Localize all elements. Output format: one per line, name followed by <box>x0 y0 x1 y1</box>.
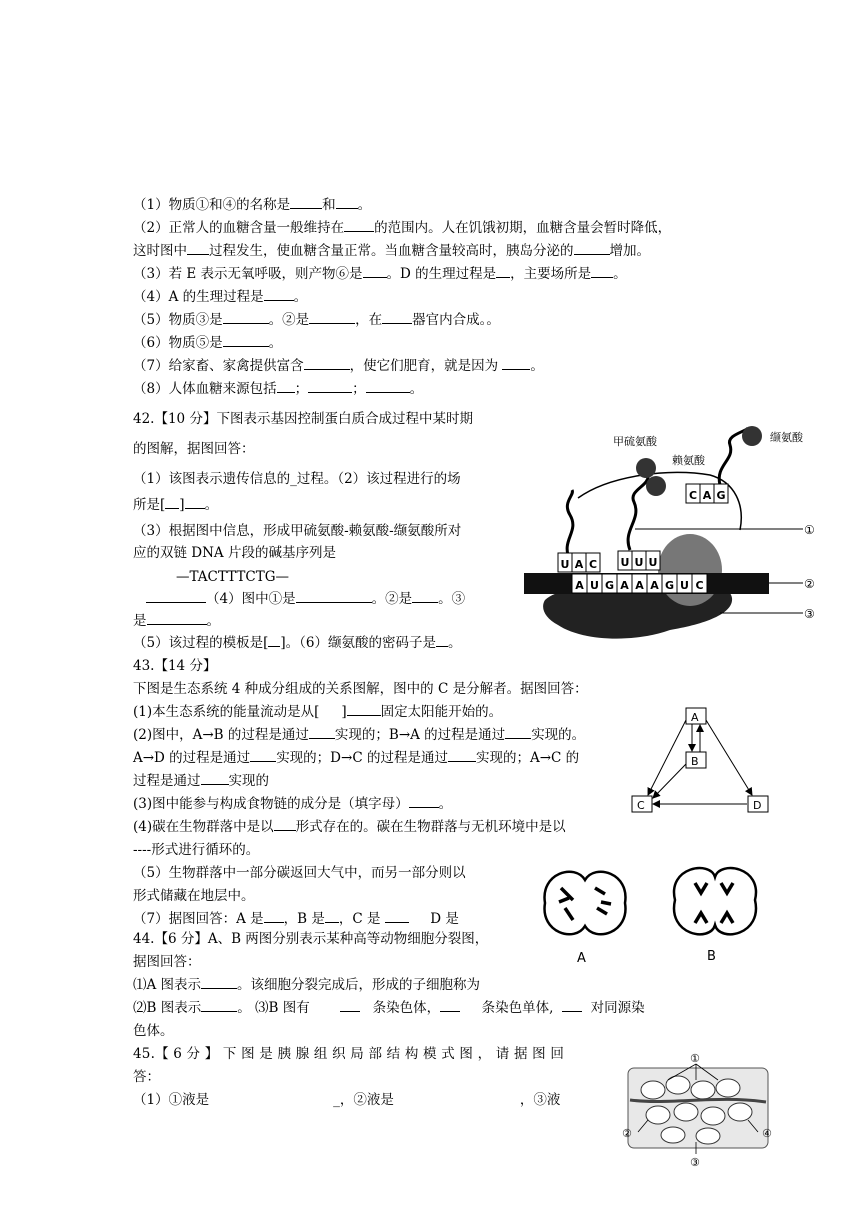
base-letter: G <box>716 489 726 502</box>
q41-line6: （5）物质③是 。②是 ，在 器官内合成。。 <box>133 312 500 328</box>
q44-title: 44.【6 分】A、B 两图分别表示某种高等动物细胞分裂图， <box>133 931 489 947</box>
base-letter: A <box>575 579 584 592</box>
ribosome-top <box>658 534 722 606</box>
q42-line4: 所是[ ] 。 <box>133 497 219 513</box>
anticodon-3 <box>686 484 728 503</box>
base-letter: A <box>702 489 712 502</box>
label-d: D <box>753 799 762 812</box>
q41-line3: 这时图中 过程发生，使血糖含量正常。当血糖含量较高时，胰岛分泌的 增加。 <box>133 243 650 259</box>
blank[interactable] <box>264 910 284 923</box>
base-letter: C <box>688 489 698 502</box>
base-letter: A <box>650 579 659 592</box>
q42-line3: （1）该图表示遗传信息的_过程。（2）该过程进行的场 <box>133 471 461 487</box>
q42-line5: （3）根据图中信息，形成甲硫氨酸-赖氨酸-缬氨酸所对 <box>133 523 462 539</box>
blank[interactable] <box>412 590 438 603</box>
blank[interactable] <box>340 999 360 1012</box>
blank[interactable] <box>201 772 229 785</box>
blank[interactable] <box>502 357 530 370</box>
blank[interactable] <box>591 265 613 278</box>
blank[interactable] <box>409 795 439 808</box>
q42-line8: （4）图中①是 。②是 。③ <box>146 590 465 608</box>
blank[interactable] <box>436 634 448 647</box>
q42-line10: （5）该过程的模板是[ ]。（6）缬氨酸的密码子是 。 <box>133 635 462 651</box>
anticodon-1 <box>558 553 600 572</box>
blank[interactable] <box>147 612 207 625</box>
figure-label-a: A <box>577 951 586 966</box>
q41-line7: （6）物质⑤是 。 <box>133 335 283 351</box>
marker-4: ④ <box>762 1127 772 1140</box>
label-c: C <box>637 799 645 812</box>
amino-acid-lys <box>646 476 666 496</box>
trna-2 <box>628 475 648 550</box>
mrna-codon-row <box>572 574 707 593</box>
q41-line9: （8）人体血糖来源包括 ； ； 。 <box>133 381 424 397</box>
blank[interactable] <box>347 703 381 716</box>
cell-figure-b <box>665 855 765 967</box>
q41-line4: （3）若 E 表示无氧呼吸，则产物⑥是 。D 的生理过程是 ，主要场所是 。 <box>133 266 627 282</box>
blank[interactable] <box>223 334 269 347</box>
blank[interactable] <box>296 590 372 603</box>
blank[interactable] <box>382 311 412 324</box>
q45-line3: （1）①液是 _，②液是 ，③液 <box>133 1092 561 1108</box>
blank[interactable] <box>264 288 294 301</box>
q43-line1: 下图是生态系统 4 种成分组成的关系图解，图中的 C 是分解者。据图回答： <box>133 681 588 697</box>
base-letter: A <box>574 558 584 571</box>
q41-line8: （7）给家畜、家禽提供富含 ，使它们肥育，就是因为 。 <box>133 358 544 374</box>
blank[interactable] <box>201 999 237 1012</box>
q41-line2: （2）正常人的血糖含量一般维持在 的范围内。人在饥饿初期，血糖含量会暂时降低， <box>133 220 672 236</box>
label-a: A <box>691 711 699 724</box>
base-letter: G <box>664 579 675 592</box>
chromosomes-b <box>695 883 733 923</box>
base-letter: U <box>560 558 570 571</box>
q43-line3: (2)图中，A→B 的过程是通过 实现的；B→A 的过程是通过 实现的。 <box>133 727 586 743</box>
blank[interactable] <box>274 818 296 831</box>
figure-label-b: B <box>707 949 716 964</box>
cell-membrane <box>545 872 626 935</box>
q45-line2: 答： <box>133 1069 160 1085</box>
blank[interactable] <box>319 704 341 716</box>
blank[interactable] <box>187 242 209 255</box>
cell-membrane <box>674 868 756 934</box>
blank[interactable] <box>325 910 339 923</box>
q44-line2: 据图回答： <box>133 954 201 970</box>
base-letter: C <box>695 579 704 592</box>
base-letter: C <box>588 558 598 571</box>
blank[interactable] <box>304 357 350 370</box>
base-letter: U <box>648 556 658 569</box>
base-letter: U <box>590 579 599 592</box>
blank[interactable] <box>223 311 269 324</box>
q43-line4: A→D 的过程是通过 实现的；D→C 的过程是通过 实现的；A→C 的 <box>133 750 580 766</box>
blank[interactable] <box>366 380 410 393</box>
arrow-b-c <box>653 764 686 798</box>
blank[interactable] <box>562 999 582 1012</box>
q42-title: 42.【10 分】下图表示基因控制蛋白质合成过程中某时期 <box>133 411 473 427</box>
q43-line8: ----形式进行循环的。 <box>133 842 260 858</box>
blank[interactable] <box>309 726 335 739</box>
q43-line10: 形式储藏在地层中。 <box>133 888 255 904</box>
blank[interactable] <box>185 496 205 509</box>
blank[interactable] <box>336 196 358 209</box>
anticodon-2 <box>618 551 660 570</box>
blank[interactable] <box>344 219 374 232</box>
blank[interactable] <box>574 242 610 255</box>
base-letter: U <box>620 556 630 569</box>
blank[interactable] <box>308 380 352 393</box>
blank[interactable] <box>448 749 476 762</box>
base-letter: U <box>634 556 644 569</box>
marker-3: ③ <box>690 1156 700 1169</box>
q43-line11: （7）据图回答：A 是 ，B 是 ，C 是 D 是 <box>133 911 459 927</box>
q43-line7: (4)碳在生物群落中是以 形式存在的。碳在生物群落与无机环境中是以 <box>133 819 566 835</box>
pancreas-tissue-diagram <box>618 1050 778 1170</box>
q43-title: 43.【14 分】 <box>133 658 217 674</box>
q43-line6: (3)图中能参与构成食物链的成分是（填字母） 。 <box>133 796 453 812</box>
blank[interactable] <box>268 634 280 647</box>
label-val: 缬氨酸 <box>770 431 803 444</box>
arrow-a-d <box>706 720 752 795</box>
base-letter: A <box>635 579 644 592</box>
blank[interactable] <box>290 196 322 209</box>
blank[interactable] <box>505 726 531 739</box>
q42-line2: 的图解，据图回答： <box>133 441 255 457</box>
blank[interactable] <box>363 265 387 278</box>
dna-sequence: —TACTTTCTG— <box>176 569 289 585</box>
blank[interactable] <box>440 999 460 1012</box>
q44-line5: 色体。 <box>133 1023 174 1039</box>
base-letter: A <box>620 579 629 592</box>
blank[interactable] <box>277 380 295 393</box>
blank[interactable] <box>146 590 206 603</box>
q42-line6: 应的双链 DNA 片段的碱基序列是 <box>133 545 336 561</box>
base-letter: G <box>604 579 615 592</box>
translation-diagram <box>520 420 820 645</box>
blank[interactable] <box>165 496 179 509</box>
trna-1 <box>567 490 573 560</box>
blank[interactable] <box>250 749 276 762</box>
q45-title: 45.【 6 分 】 下 图 是 胰 腺 组 织 局 部 结 构 模 式 图 ， 请 据 图 回 <box>133 1046 565 1062</box>
amino-acid-val <box>742 426 762 446</box>
q42-line9: 是 。 <box>133 613 220 629</box>
cell-figure-a <box>535 858 635 968</box>
q43-line9: （5）生物群落中一部分碳返回大气中，而另一部分则以 <box>133 865 466 881</box>
q43-line2: (1)本生态系统的能量流动是从[ ] 固定太阳能开始的。 <box>133 704 503 720</box>
label-b: B <box>691 755 699 768</box>
marker-1: ① <box>804 523 815 537</box>
marker-2: ② <box>622 1127 632 1140</box>
marker-1: ① <box>690 1052 700 1065</box>
blank[interactable] <box>201 976 237 989</box>
q44-line3: ⑴A 图表示 。该细胞分裂完成后，形成的子细胞称为 <box>133 977 481 993</box>
ecosystem-diagram <box>620 702 780 822</box>
base-letter: U <box>680 579 689 592</box>
label-lys: 赖氨酸 <box>672 454 705 467</box>
amino-acid-met <box>636 458 656 478</box>
q44-line4: ⑵B 图表示 。 ⑶B 图有 条染色体， 条染色单体, 对同源染 <box>133 1000 645 1016</box>
blank[interactable] <box>496 265 510 278</box>
chromosomes-a <box>559 888 611 920</box>
q41-line1: （1）物质①和④的名称是 和 。 <box>133 197 372 213</box>
q43-line5: 过程是通过 实现的 <box>133 773 269 789</box>
marker-2: ② <box>804 577 815 591</box>
label-met: 甲硫氨酸 <box>613 435 657 448</box>
blank[interactable] <box>385 910 409 923</box>
blank[interactable] <box>309 311 355 324</box>
marker-3: ③ <box>804 607 815 621</box>
q41-line5: （4）A 的生理过程是 。 <box>133 289 308 305</box>
